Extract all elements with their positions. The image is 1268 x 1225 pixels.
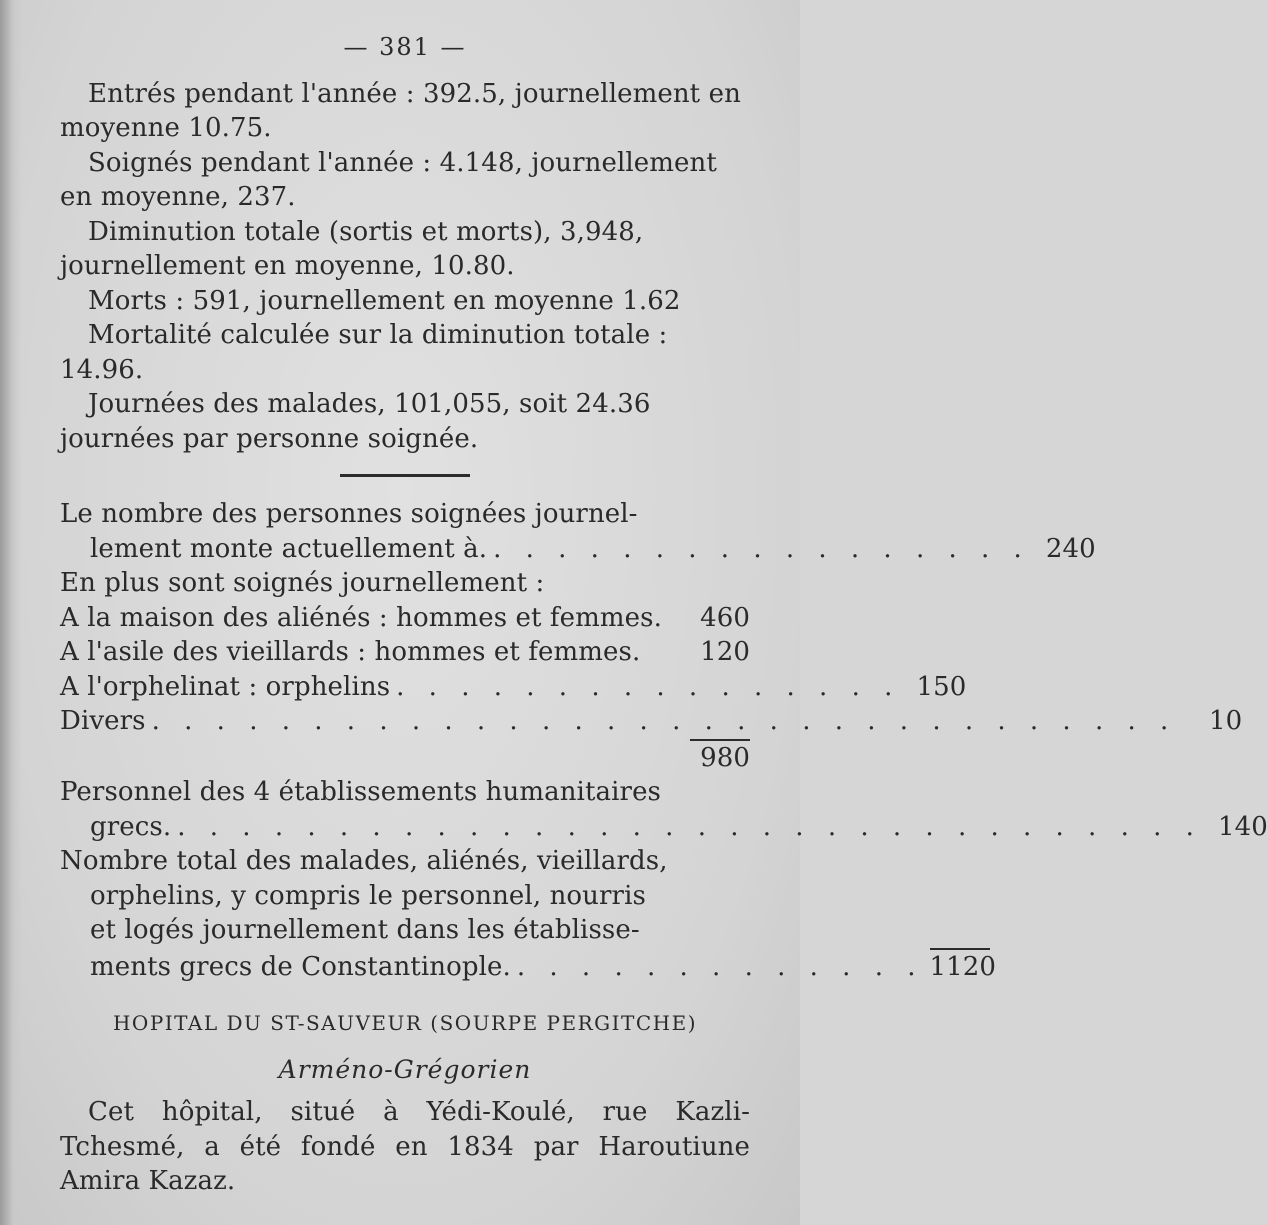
row-label: grecs. xyxy=(90,811,172,842)
row-label: et logés journellement dans les établisse- xyxy=(90,915,640,945)
page-text xyxy=(60,30,1268,1199)
row-label: Divers xyxy=(60,706,146,736)
page-number: — 381 — xyxy=(343,33,467,61)
total-value: 1120 xyxy=(930,948,990,985)
leader-dots: . . . . . . . . . . . . . xyxy=(516,951,924,982)
row-value: 150 xyxy=(916,671,967,702)
row-label: ments grecs de Constantinople. xyxy=(90,951,511,982)
row-value: 140 xyxy=(1217,811,1268,842)
row-value: 10 xyxy=(1209,706,1243,736)
leader-dots: . . . . . . . . . . . . . . . . . . . . . . . . . . . . . . . . xyxy=(177,811,1202,842)
table-row xyxy=(60,670,967,705)
row-label: Personnel des 4 établissements humanitaires xyxy=(60,777,661,807)
row-value: 460 xyxy=(700,602,750,633)
row-label: A l'orphelinat : orphelins xyxy=(60,671,391,702)
stat-journees: Journées des malades, 101,055, soit 24.36 journées par personne soignée. xyxy=(60,389,651,454)
subtotal-row xyxy=(60,739,750,776)
table-row xyxy=(60,844,997,984)
stat-soignes: Soignés pendant l'année : 4.148, journellement en moyenne, 237. xyxy=(60,147,717,212)
page-spine-shadow xyxy=(0,0,22,1225)
table-row xyxy=(60,635,750,670)
section-subheading: Arméno-Grégorien xyxy=(278,1054,532,1084)
row-label: Le nombre des personnes soignées journel- xyxy=(60,499,638,529)
row-value: 120 xyxy=(700,637,750,667)
table-row xyxy=(60,704,1243,739)
subtotal-value: 980 xyxy=(690,739,750,776)
leader-dots: . . . . . . . . . . . . . . . . . xyxy=(493,533,1030,564)
leader-dots: . . . . . . . . . . . . . . . . xyxy=(396,671,901,702)
stat-mortalite: Mortalité calculée sur la diminution totale : 14.96. xyxy=(60,320,668,385)
section-divider xyxy=(340,474,470,477)
row-label: orphelins, y compris le personnel, nourris xyxy=(90,880,646,911)
table-row: En plus sont soignés journellement : xyxy=(60,568,545,598)
stat-diminution: Diminution totale (sortis et morts), 3,948, journellement en moyenne, 10.80. xyxy=(60,216,644,281)
section-heading: HOPITAL DU ST-SAUVEUR (SOURPE PERGITCHE) xyxy=(112,1011,697,1035)
table-row xyxy=(60,497,1096,566)
leader-dots: . . . . . . . . . . . . . . . . . . . . . . . . . . . . . . . . xyxy=(151,706,1177,736)
row-label: Nombre total des malades, aliénés, vieillards, xyxy=(60,846,668,876)
stat-morts: Morts : 591, journellement en moyenne 1.62 xyxy=(88,285,681,316)
stat-entres: Entrés pendant l'année : 392.5, journellement en moyenne 10.75. xyxy=(60,78,741,143)
section-paragraph: Cet hôpital, situé à Yédi-Koulé, rue Kazli-Tchesmé, a été fondé en 1834 par Haroutiune Amira Kazaz. xyxy=(60,1097,750,1196)
row-label: A la maison des aliénés : hommes et femmes. xyxy=(60,602,662,633)
row-value: 240 xyxy=(1045,533,1096,564)
table-row xyxy=(60,775,1268,844)
table-row xyxy=(60,601,750,636)
row-label: A l'asile des vieillards : hommes et femmes. xyxy=(60,637,641,667)
row-label: lement monte actuellement à. xyxy=(90,533,488,564)
